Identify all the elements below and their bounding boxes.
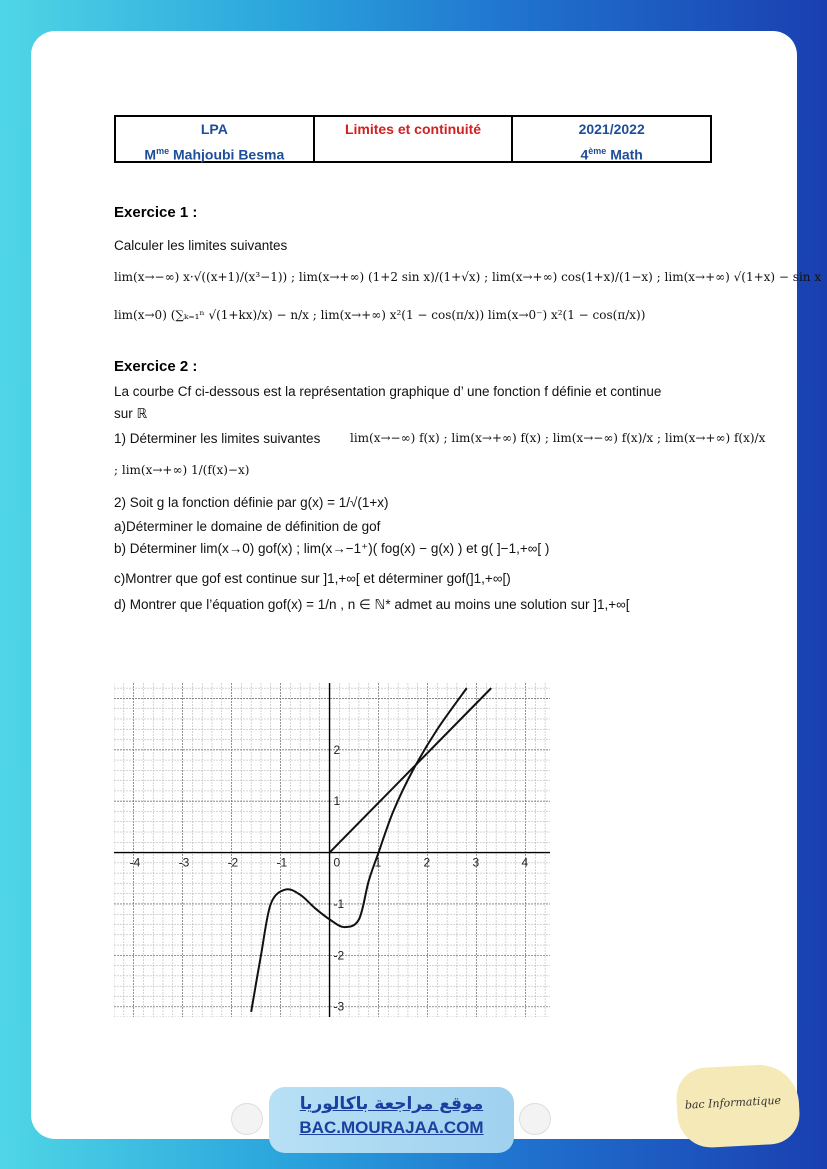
exercise2-q2: 2) Soit g la fonction définie par g(x) = 1/√(1+x) xyxy=(114,495,389,510)
x-tick-label: -3 xyxy=(178,855,190,870)
site-logo-right xyxy=(519,1103,551,1135)
header-title-cell xyxy=(313,117,512,161)
x-tick-label: 4 xyxy=(521,855,529,870)
x-tick-label: -4 xyxy=(129,855,141,870)
teacher-name: $M^{me}$ Mahjoubi Besma xyxy=(144,146,285,163)
exercise1-instruction: Calculer les limites suivantes xyxy=(114,238,288,253)
exercise2-q1-math2: ; lim(x→+∞) 1/(f(x)−x) xyxy=(114,463,250,477)
exercise2-heading: Exercice 2 : xyxy=(114,358,198,375)
exercise1-limits-line2: lim(x→0) (∑ₖ₌₁ⁿ √(1+kx)/x) − n/x ; lim(x→+∞) x²(1 − cos(π/x)) lim(x→0⁻) x²(1 − cos(π/x)) xyxy=(114,308,646,322)
site-url-link[interactable]: BAC.MOURAJAA.COM xyxy=(299,1118,484,1137)
y-tick-label: 2 xyxy=(333,742,341,757)
exercise1-heading: Exercice 1 : xyxy=(114,204,198,221)
school-year: 2021/2022 xyxy=(578,121,645,137)
site-banner[interactable] xyxy=(269,1087,514,1153)
site-logo-left xyxy=(231,1103,263,1135)
badge-text: bac Informatique xyxy=(684,1093,782,1112)
exercise2-qa: a)Déterminer le domaine de définition de gof xyxy=(114,519,381,534)
x-tick-label: 3 xyxy=(472,855,480,870)
exercise2-intro2: sur ℝ xyxy=(114,406,148,421)
exercise2-qd: d) Montrer que l’équation gof(x) = 1/n , n ∈ ℕ* admet au moins une solution sur ]1,+∞[ xyxy=(114,597,630,612)
grade: 4ème Math xyxy=(580,146,643,163)
exercise2-qc: c)Montrer que gof est continue sur ]1,+∞[ et déterminer gof(]1,+∞[) xyxy=(114,571,511,586)
exercise1-limits-line1: lim(x→−∞) x·√((x+1)/(x³−1)) ; lim(x→+∞) (1+2 sin x)/(1+√x) ; lim(x→+∞) cos(1+x)/(1−x) ; lim(x→+∞) √(1+x) − sin x xyxy=(114,270,822,284)
y-tick-label: -2 xyxy=(333,948,345,963)
site-name-arabic: موقع مراجعة باكالوريا xyxy=(299,1094,484,1114)
x-tick-label: 1 xyxy=(374,855,382,870)
exercise2-q1-math: lim(x→−∞) f(x) ; lim(x→+∞) f(x) ; lim(x→−∞) f(x)/x ; lim(x→+∞) f(x)/x xyxy=(350,431,766,445)
function-graph xyxy=(114,683,550,1017)
header-year-cell xyxy=(511,117,710,161)
y-tick-label: -3 xyxy=(333,999,345,1014)
doc-title: Limites et continuité xyxy=(344,121,482,137)
header-school-cell xyxy=(116,117,313,161)
x-tick-label: 2 xyxy=(423,855,431,870)
y-tick-label: -1 xyxy=(333,896,345,911)
x-tick-label: 0 xyxy=(333,855,341,870)
x-tick-label: -1 xyxy=(276,855,288,870)
exercise2-intro1: La courbe Cf ci-dessous est la représentation graphique d’ une fonction f définie et continue xyxy=(114,384,662,399)
exercise2-qb: b) Déterminer lim(x→0) gof(x) ; lim(x→−1⁺)( fog(x) − g(x) ) et g( ]−1,+∞[ ) xyxy=(114,541,550,556)
x-tick-label: -2 xyxy=(227,855,239,870)
header-table xyxy=(114,115,712,163)
exercise2-q1: 1) Déterminer les limites suivantes xyxy=(114,431,321,446)
school-name: LPA xyxy=(200,121,228,137)
y-tick-label: 1 xyxy=(333,794,341,809)
bac-informatique-badge xyxy=(675,1063,801,1149)
